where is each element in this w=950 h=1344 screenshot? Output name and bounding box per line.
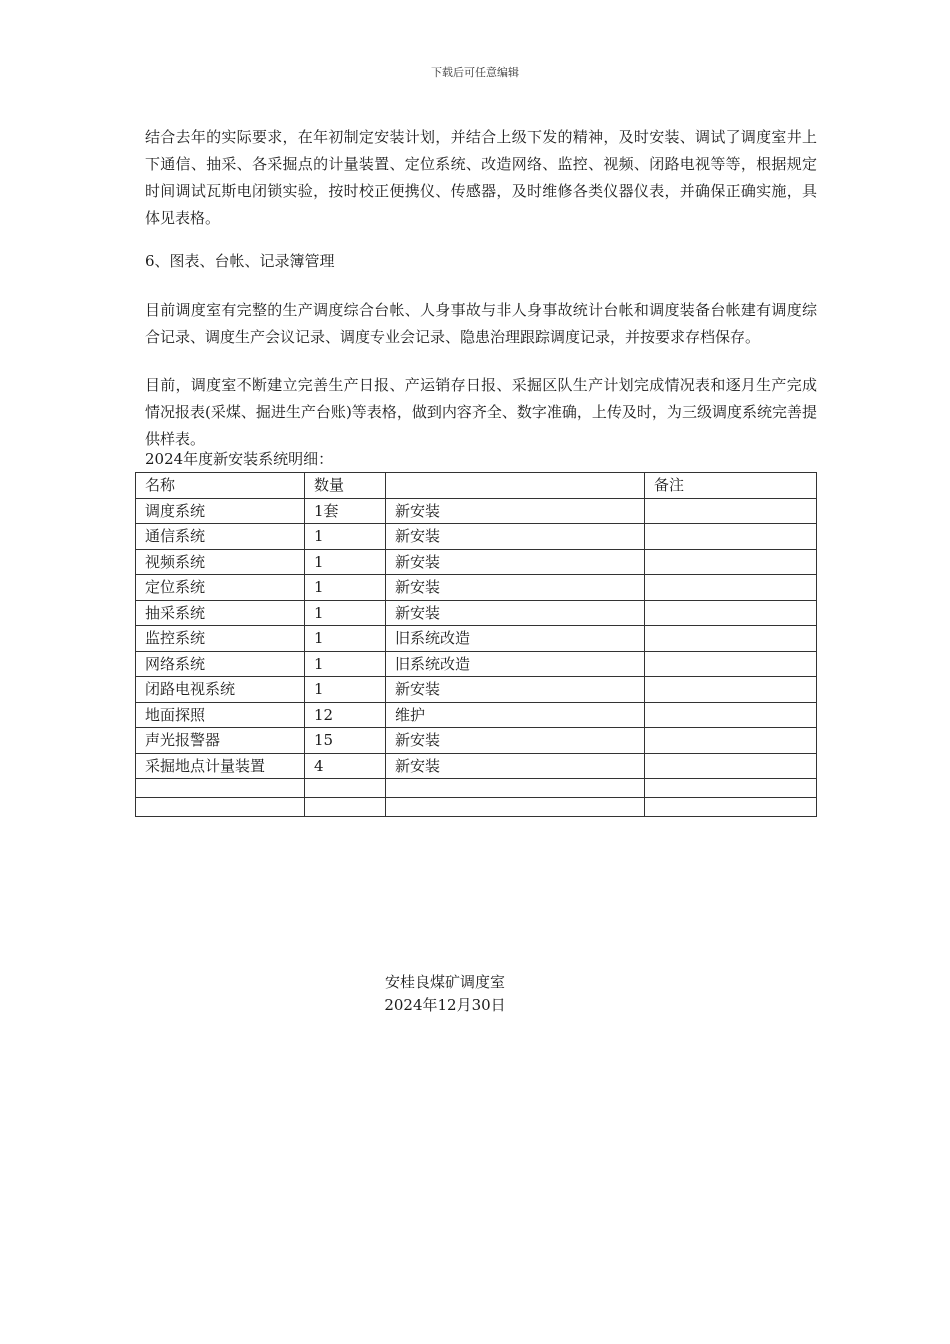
cell-quantity: 1 [305,600,386,626]
signature-block [0,971,890,1017]
paragraph-ledgers: 目前调度室有完整的生产调度综合台帐、人身事故与非人身事故统计台帐和调度装备台帐建有调度综合记录、调度生产会议记录、调度专业会记录、隐患治理跟踪调度记录，并按要求存档保存。 [145,301,817,346]
cell-name: 定位系统 [136,575,305,601]
cell-status: 维护 [386,702,645,728]
cell-status: 新安装 [386,524,645,550]
header-status [386,473,645,499]
cell-status: 新安装 [386,728,645,754]
cell-remark [645,798,817,817]
cell-status: 旧系统改造 [386,651,645,677]
cell-name: 视频系统 [136,549,305,575]
header-quantity: 数量 [305,473,386,499]
cell-status: 新安装 [386,498,645,524]
cell-status: 新安装 [386,677,645,703]
header-name: 名称 [136,473,305,499]
cell-name: 闭路电视系统 [136,677,305,703]
table-row [136,498,817,524]
table-row [136,753,817,779]
table-header-row [136,473,817,499]
cell-status: 新安装 [386,753,645,779]
table-row [136,677,817,703]
section-heading: 6、图表、台帐、记录簿管理 [145,252,335,270]
cell-quantity: 1 [305,575,386,601]
table-row [136,626,817,652]
cell-name: 声光报警器 [136,728,305,754]
signature-org: 安桂良煤矿调度室 [384,973,505,991]
cell-name: 网络系统 [136,651,305,677]
cell-remark [645,549,817,575]
table-row [136,702,817,728]
cell-quantity: 1 [305,677,386,703]
cell-status: 旧系统改造 [386,626,645,652]
cell-remark [645,498,817,524]
cell-name: 地面探照 [136,702,305,728]
cell-name: 抽采系统 [136,600,305,626]
paragraph-installation: 结合去年的实际要求，在年初制定安装计划，并结合上级下发的精神，及时安装、调试了调度室井上下通信、抽采、各采掘点的计量装置、定位系统、改造网络、监控、视频、闭路电视等等，根据规定时间调试瓦斯电闭锁实验，按时校正便携仪、传感器，及时维修各类仪器仪表，并确保正确实施，具体见表格。 [145,128,817,227]
cell-remark [645,779,817,798]
cell-status [386,779,645,798]
cell-name: 监控系统 [136,626,305,652]
cell-quantity: 1 [305,524,386,550]
installation-table [135,472,817,817]
cell-status: 新安装 [386,600,645,626]
cell-status: 新安装 [386,575,645,601]
table-row [136,575,817,601]
cell-quantity [305,779,386,798]
cell-quantity: 1套 [305,498,386,524]
cell-remark [645,575,817,601]
cell-name [136,779,305,798]
cell-remark [645,753,817,779]
table-row [136,651,817,677]
cell-status [386,798,645,817]
cell-name: 采掘地点计量装置 [136,753,305,779]
header-note: 下载后可任意编辑 [431,66,519,79]
cell-name: 通信系统 [136,524,305,550]
cell-remark [645,677,817,703]
cell-status: 新安装 [386,549,645,575]
paragraph-reports: 目前，调度室不断建立完善生产日报、产运销存日报、采掘区队生产计划完成情况表和逐月生产完成情况报表(采煤、掘进生产台账)等表格，做到内容齐全、数字准确，上传及时，为三级调度系统完善提供样表。 [145,376,817,448]
signature-date: 2024年12月30日 [384,996,506,1014]
table-caption: 2024年度新安装系统明细： [145,450,334,468]
table-row [136,549,817,575]
cell-quantity: 4 [305,753,386,779]
cell-quantity: 1 [305,651,386,677]
table-row [136,524,817,550]
cell-remark [645,626,817,652]
table-row-empty [136,798,817,817]
cell-remark [645,651,817,677]
cell-quantity: 1 [305,626,386,652]
cell-remark [645,702,817,728]
cell-quantity: 1 [305,549,386,575]
cell-quantity: 15 [305,728,386,754]
cell-remark [645,728,817,754]
cell-name: 调度系统 [136,498,305,524]
cell-remark [645,524,817,550]
cell-quantity [305,798,386,817]
table-row [136,728,817,754]
cell-remark [645,600,817,626]
table-row [136,600,817,626]
header-remark: 备注 [645,473,817,499]
cell-name [136,798,305,817]
table-row-empty [136,779,817,798]
cell-quantity: 12 [305,702,386,728]
